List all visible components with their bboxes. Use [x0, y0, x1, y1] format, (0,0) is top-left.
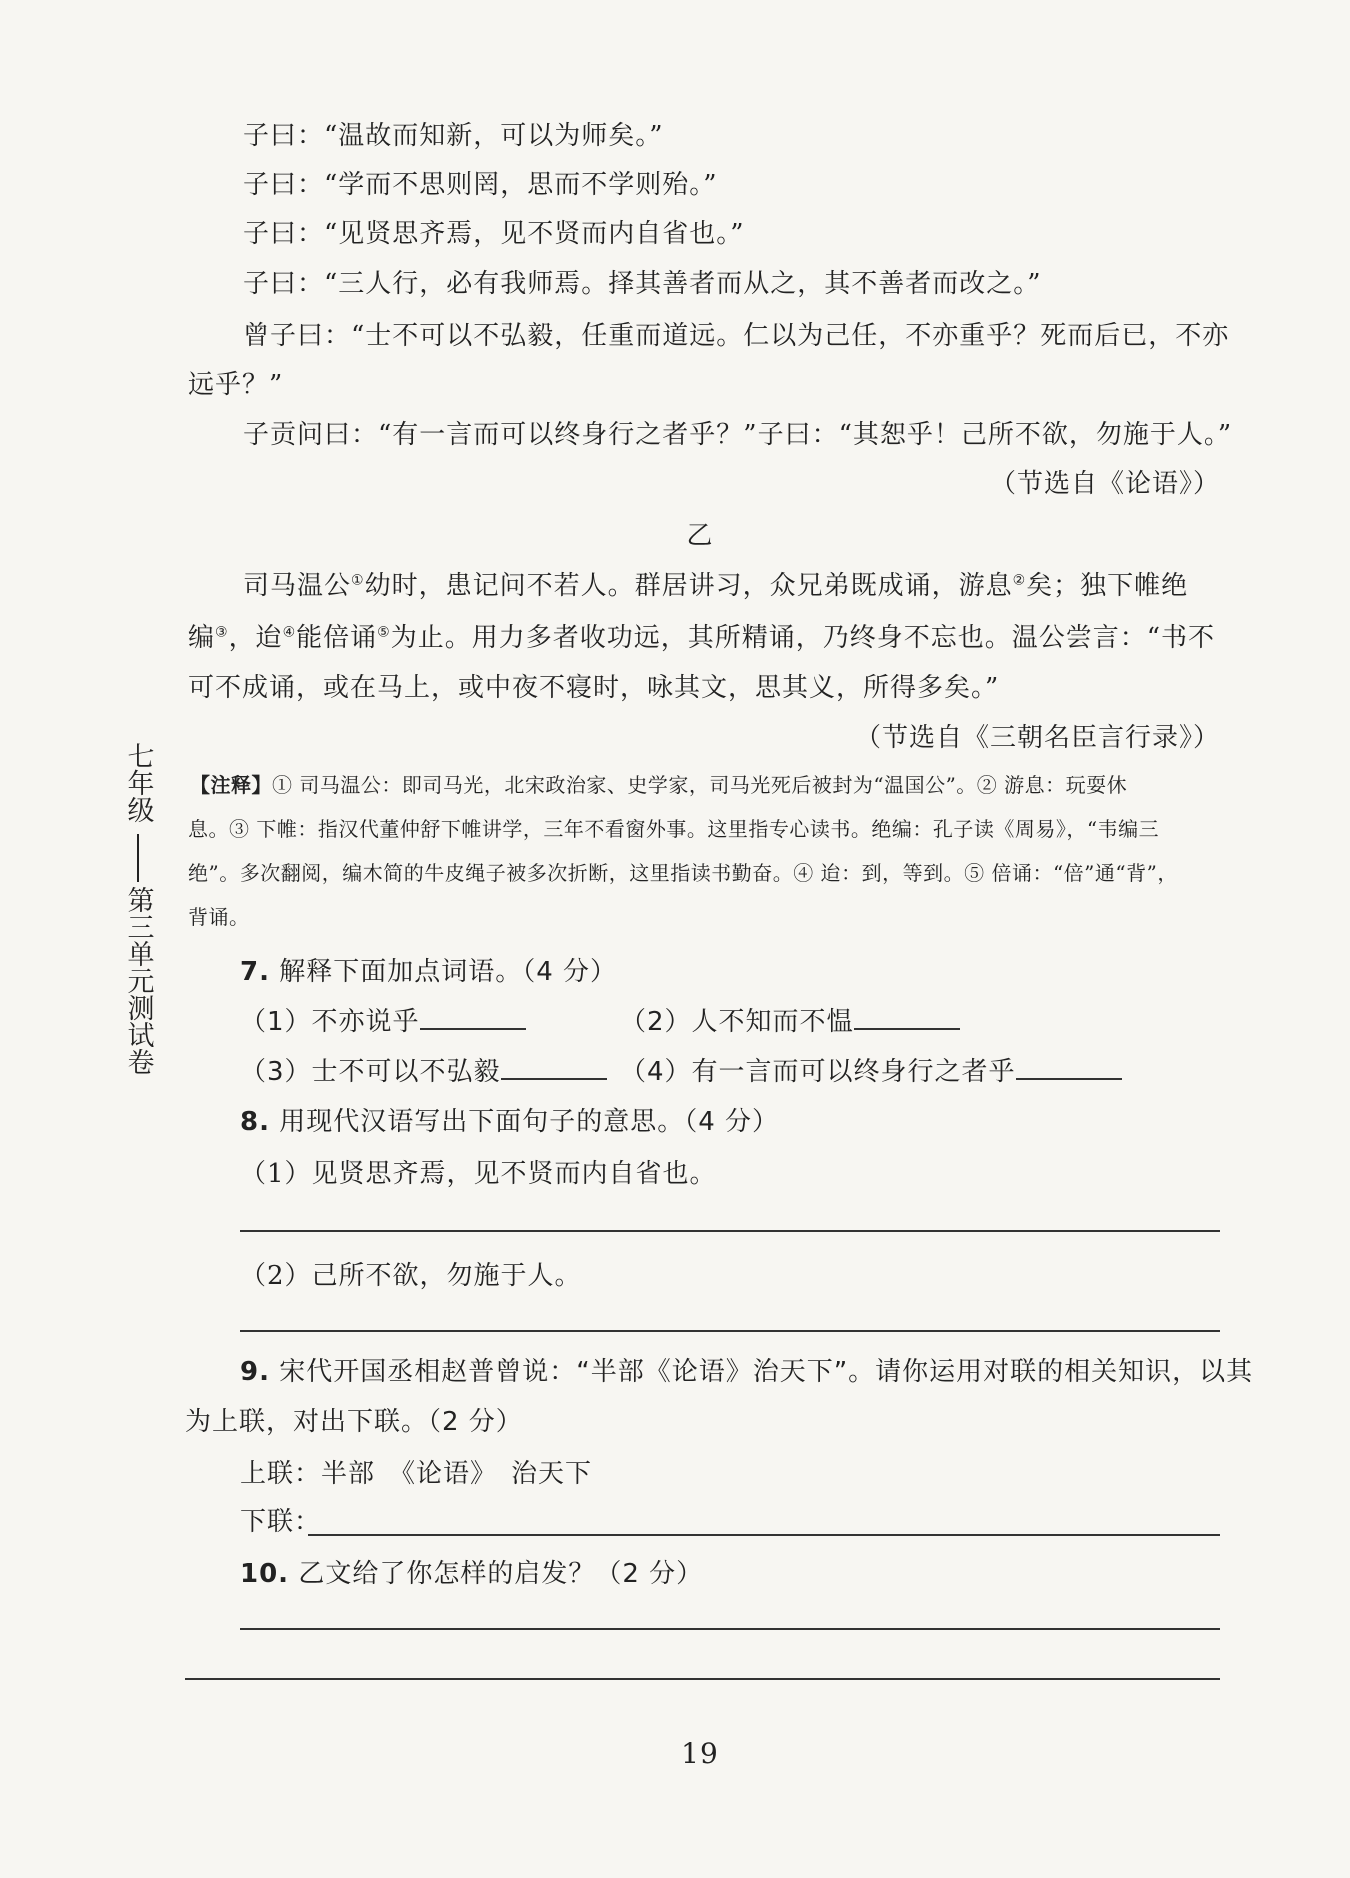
q8-prompt: 8. 用现代汉语写出下面句子的意思。（4 分）	[240, 1107, 780, 1137]
q8-item-2: （2）己所不欲，勿施于人。	[240, 1261, 582, 1291]
sidebar-grade: 七年级	[122, 742, 154, 823]
q10-prompt: 10. 乙文给了你怎样的启发？（2 分）	[240, 1559, 704, 1589]
q8-item-1: （1）见贤思齐焉，见不贤而内自省也。	[240, 1159, 717, 1189]
jia-source: （节选自《论语》）	[989, 469, 1220, 499]
jia-line-2: 子曰：“学而不思则罔，思而不学则殆。”	[243, 170, 718, 200]
q7-answer-blank-3[interactable]	[501, 1054, 607, 1080]
notes-tag: 【注释】	[190, 773, 272, 797]
page-number: 19	[681, 1737, 719, 1770]
notes-line-3: 绝”。多次翻阅，编木简的牛皮绳子被多次折断，这里指读书勤奋。④ 迨：到，等到。⑤ 倍诵：“倍”通“背”，	[188, 861, 1178, 885]
sidebar-dash	[137, 834, 139, 882]
q8-answer-line-1[interactable]	[240, 1230, 1220, 1232]
yi-line-1: 司马温公①幼时，患记问不若人。群居讲习，众兄弟既成诵，游息②矣；独下帷绝	[243, 571, 1189, 601]
yi-heading: 乙	[686, 521, 714, 551]
jia-line-3: 子曰：“见贤思齐焉，见不贤而内自省也。”	[243, 219, 745, 249]
q8-answer-line-2[interactable]	[240, 1330, 1220, 1332]
sidebar-unit: 第三单元测试卷	[122, 886, 154, 1075]
notes-line-4: 背诵。	[188, 905, 250, 929]
q9-lower-label: 下联：	[240, 1507, 322, 1537]
q7-item-2: （2）人不知而不愠	[620, 1004, 960, 1040]
notes-line-1: 【注释】① 司马温公：即司马光，北宋政治家、史学家，司马光死后被封为“温国公”。② 游息：玩耍休	[190, 773, 1128, 797]
q9-upper-couplet: 上联：半部 《论语》 治天下	[240, 1459, 593, 1489]
q7-item-3: （3）士不可以不弘毅	[240, 1054, 607, 1090]
q9-prompt: 9. 宋代开国丞相赵普曾说：“半部《论语》治天下”。请你运用对联的相关知识，以其	[240, 1357, 1254, 1387]
jia-line-6: 远乎？”	[188, 370, 284, 400]
yi-source: （节选自《三朝名臣言行录》）	[854, 723, 1220, 753]
q7-answer-blank-4[interactable]	[1016, 1054, 1122, 1080]
q10-answer-line-2[interactable]	[185, 1678, 1220, 1680]
yi-line-2: 编③，迨④能倍诵⑤为止。用力多者收功远，其所精诵，乃终身不忘也。温公尝言：“书不	[188, 623, 1216, 653]
yi-line-3: 可不成诵，或在马上，或中夜不寝时，咏其文，思其义，所得多矣。”	[188, 673, 1000, 703]
q10-answer-line-1[interactable]	[240, 1628, 1220, 1630]
jia-line-5: 曾子曰：“士不可以不弘毅，任重而道远。仁以为己任，不亦重乎？死而后已，不亦	[243, 321, 1230, 351]
jia-line-7: 子贡问曰：“有一言而可以终身行之者乎？”子曰：“其恕乎！己所不欲，勿施于人。”	[243, 420, 1233, 450]
notes-line-2: 息。③ 下帷：指汉代董仲舒下帷讲学，三年不看窗外事。这里指专心读书。绝编：孔子读《周易》，“韦编三	[188, 817, 1160, 841]
q7-answer-blank-2[interactable]	[854, 1004, 960, 1030]
sidebar-vertical-title	[118, 742, 158, 1082]
q7-prompt: 7. 解释下面加点词语。（4 分）	[240, 957, 618, 987]
jia-line-4: 子曰：“三人行，必有我师焉。择其善者而从之，其不善者而改之。”	[243, 269, 1042, 299]
q9-answer-line[interactable]	[308, 1534, 1220, 1536]
jia-line-1: 子曰：“温故而知新，可以为师矣。”	[243, 121, 664, 151]
q7-item-1: （1）不亦说乎	[240, 1004, 526, 1040]
q9-prompt-2: 为上联，对出下联。（2 分）	[185, 1407, 523, 1437]
q7-answer-blank-1[interactable]	[420, 1004, 526, 1030]
q7-item-4: （4）有一言而可以终身行之者乎	[620, 1054, 1122, 1090]
